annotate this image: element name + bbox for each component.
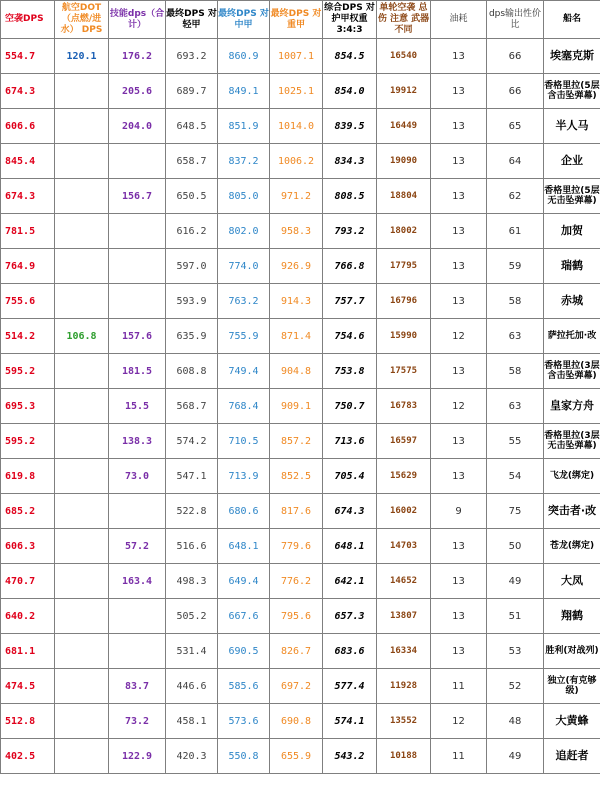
cell-air-dps: 640.2 (1, 599, 55, 634)
cell-final-light: 568.7 (166, 389, 218, 424)
table-row (1, 284, 600, 319)
cell-air-dps: 512.8 (1, 704, 55, 739)
cell-ratio: 63 (487, 389, 544, 424)
cell-single-round: 16334 (377, 634, 431, 669)
cell-air-dps: 595.2 (1, 354, 55, 389)
cell-final-heavy: 852.5 (270, 459, 323, 494)
cell-fuel: 13 (431, 599, 487, 634)
cell-single-round: 14652 (377, 564, 431, 599)
cell-composite: 543.2 (323, 739, 377, 774)
cell-ship-name: 半人马 (544, 109, 600, 144)
cell-composite: 808.5 (323, 179, 377, 214)
cell-fuel: 12 (431, 319, 487, 354)
cell-composite: 642.1 (323, 564, 377, 599)
cell-dot-dps (55, 494, 109, 529)
table-row (1, 739, 600, 774)
cell-air-dps: 755.6 (1, 284, 55, 319)
cell-fuel: 13 (431, 284, 487, 319)
cell-final-mid: 648.1 (218, 529, 270, 564)
cell-single-round: 17795 (377, 249, 431, 284)
cell-composite: 757.7 (323, 284, 377, 319)
table-row (1, 144, 600, 179)
cell-single-round: 18804 (377, 179, 431, 214)
header-fuel: 油耗 (431, 1, 487, 39)
cell-final-light: 689.7 (166, 74, 218, 109)
cell-final-light: 498.3 (166, 564, 218, 599)
cell-final-light: 648.5 (166, 109, 218, 144)
cell-air-dps: 695.3 (1, 389, 55, 424)
table-row (1, 319, 600, 354)
cell-final-mid: 710.5 (218, 424, 270, 459)
header-single-round: 单轮空袭 总伤 注意 武器不同 (377, 1, 431, 39)
cell-fuel: 12 (431, 389, 487, 424)
cell-ratio: 58 (487, 354, 544, 389)
header-ratio: dps输出性价比 (487, 1, 544, 39)
cell-composite: 750.7 (323, 389, 377, 424)
cell-final-heavy: 655.9 (270, 739, 323, 774)
cell-ratio: 54 (487, 459, 544, 494)
cell-ratio: 49 (487, 564, 544, 599)
cell-ratio: 55 (487, 424, 544, 459)
table-row (1, 249, 600, 284)
cell-final-heavy: 904.8 (270, 354, 323, 389)
cell-air-dps: 674.3 (1, 74, 55, 109)
cell-ratio: 53 (487, 634, 544, 669)
cell-composite: 648.1 (323, 529, 377, 564)
cell-air-dps: 781.5 (1, 214, 55, 249)
cell-skill-dps (109, 284, 166, 319)
cell-air-dps: 595.2 (1, 424, 55, 459)
cell-ship-name: 独立(有克够级) (544, 669, 600, 704)
cell-composite: 793.2 (323, 214, 377, 249)
table-body (1, 39, 600, 774)
cell-dot-dps (55, 249, 109, 284)
cell-single-round: 19912 (377, 74, 431, 109)
cell-single-round: 13552 (377, 704, 431, 739)
cell-final-light: 522.8 (166, 494, 218, 529)
cell-final-mid: 837.2 (218, 144, 270, 179)
header-air-dps: 空袭DPS (1, 1, 55, 39)
cell-skill-dps: 73.0 (109, 459, 166, 494)
cell-fuel: 13 (431, 424, 487, 459)
cell-ship-name: 香格里拉(5层无击坠弹幕) (544, 179, 600, 214)
cell-ratio: 65 (487, 109, 544, 144)
cell-ratio: 62 (487, 179, 544, 214)
cell-fuel: 13 (431, 214, 487, 249)
cell-single-round: 14703 (377, 529, 431, 564)
cell-final-mid: 774.0 (218, 249, 270, 284)
cell-single-round: 16783 (377, 389, 431, 424)
cell-composite: 839.5 (323, 109, 377, 144)
cell-dot-dps (55, 284, 109, 319)
cell-final-mid: 849.1 (218, 74, 270, 109)
cell-ship-name: 突击者·改 (544, 494, 600, 529)
cell-ship-name: 追赶者 (544, 739, 600, 774)
cell-ratio: 49 (487, 739, 544, 774)
cell-ratio: 63 (487, 319, 544, 354)
cell-final-heavy: 1006.2 (270, 144, 323, 179)
cell-final-mid: 851.9 (218, 109, 270, 144)
cell-single-round: 11928 (377, 669, 431, 704)
cell-air-dps: 470.7 (1, 564, 55, 599)
cell-final-light: 616.2 (166, 214, 218, 249)
cell-skill-dps (109, 144, 166, 179)
cell-single-round: 10188 (377, 739, 431, 774)
cell-ratio: 64 (487, 144, 544, 179)
cell-skill-dps (109, 214, 166, 249)
cell-skill-dps (109, 634, 166, 669)
cell-final-heavy: 826.7 (270, 634, 323, 669)
cell-final-heavy: 779.6 (270, 529, 323, 564)
table-row (1, 354, 600, 389)
cell-final-light: 597.0 (166, 249, 218, 284)
table-row (1, 599, 600, 634)
table-row (1, 39, 600, 74)
cell-ratio: 51 (487, 599, 544, 634)
cell-single-round: 18002 (377, 214, 431, 249)
cell-dot-dps (55, 144, 109, 179)
cell-final-heavy: 909.1 (270, 389, 323, 424)
cell-final-mid: 649.4 (218, 564, 270, 599)
cell-fuel: 13 (431, 109, 487, 144)
cell-air-dps: 685.2 (1, 494, 55, 529)
cell-final-light: 574.2 (166, 424, 218, 459)
cell-ship-name: 翔鹤 (544, 599, 600, 634)
header-final-heavy: 最终DPS 对重甲 (270, 1, 323, 39)
cell-final-mid: 667.6 (218, 599, 270, 634)
cell-single-round: 13807 (377, 599, 431, 634)
cell-final-light: 693.2 (166, 39, 218, 74)
cell-fuel: 13 (431, 74, 487, 109)
table-row (1, 634, 600, 669)
cell-final-mid: 690.5 (218, 634, 270, 669)
table-row (1, 214, 600, 249)
cell-skill-dps: 157.6 (109, 319, 166, 354)
table-row (1, 564, 600, 599)
cell-ship-name: 赤城 (544, 284, 600, 319)
cell-final-heavy: 795.6 (270, 599, 323, 634)
cell-ship-name: 瑞鹤 (544, 249, 600, 284)
cell-dot-dps (55, 634, 109, 669)
cell-ship-name: 萨拉托加·改 (544, 319, 600, 354)
cell-fuel: 12 (431, 704, 487, 739)
cell-ship-name: 大凤 (544, 564, 600, 599)
cell-final-heavy: 690.8 (270, 704, 323, 739)
cell-single-round: 17575 (377, 354, 431, 389)
cell-ratio: 48 (487, 704, 544, 739)
header-final-light: 最终DPS 对轻甲 (166, 1, 218, 39)
cell-skill-dps: 138.3 (109, 424, 166, 459)
cell-final-mid: 573.6 (218, 704, 270, 739)
table-row (1, 529, 600, 564)
cell-final-mid: 749.4 (218, 354, 270, 389)
cell-skill-dps (109, 599, 166, 634)
cell-final-heavy: 1007.1 (270, 39, 323, 74)
cell-air-dps: 402.5 (1, 739, 55, 774)
table-row (1, 459, 600, 494)
cell-ship-name: 苍龙(绑定) (544, 529, 600, 564)
cell-dot-dps (55, 354, 109, 389)
cell-fuel: 13 (431, 564, 487, 599)
cell-skill-dps: 122.9 (109, 739, 166, 774)
cell-air-dps: 674.3 (1, 179, 55, 214)
cell-single-round: 16796 (377, 284, 431, 319)
header-ship-name: 船名 (544, 1, 600, 39)
cell-dot-dps (55, 74, 109, 109)
cell-single-round: 15629 (377, 459, 431, 494)
cell-ship-name: 飞龙(绑定) (544, 459, 600, 494)
cell-dot-dps (55, 459, 109, 494)
cell-final-mid: 763.2 (218, 284, 270, 319)
cell-ratio: 61 (487, 214, 544, 249)
cell-final-light: 420.3 (166, 739, 218, 774)
table-row (1, 74, 600, 109)
header-dot-dps: 航空DOT（点燃/进水） DPS (55, 1, 109, 39)
cell-skill-dps: 205.6 (109, 74, 166, 109)
cell-single-round: 16002 (377, 494, 431, 529)
cell-dot-dps (55, 389, 109, 424)
cell-final-mid: 550.8 (218, 739, 270, 774)
table-row (1, 424, 600, 459)
cell-dot-dps (55, 564, 109, 599)
cell-final-heavy: 697.2 (270, 669, 323, 704)
cell-dot-dps (55, 669, 109, 704)
table-row (1, 109, 600, 144)
cell-fuel: 13 (431, 179, 487, 214)
cell-ratio: 75 (487, 494, 544, 529)
cell-fuel: 13 (431, 249, 487, 284)
cell-final-mid: 585.6 (218, 669, 270, 704)
cell-skill-dps: 15.5 (109, 389, 166, 424)
cell-ratio: 50 (487, 529, 544, 564)
cell-final-heavy: 926.9 (270, 249, 323, 284)
cell-final-heavy: 857.2 (270, 424, 323, 459)
cell-final-heavy: 776.2 (270, 564, 323, 599)
cell-final-mid: 768.4 (218, 389, 270, 424)
cell-dot-dps (55, 739, 109, 774)
cell-final-light: 608.8 (166, 354, 218, 389)
cell-single-round: 16540 (377, 39, 431, 74)
cell-final-light: 593.9 (166, 284, 218, 319)
table-row (1, 669, 600, 704)
cell-ship-name: 皇家方舟 (544, 389, 600, 424)
cell-dot-dps (55, 529, 109, 564)
cell-skill-dps: 176.2 (109, 39, 166, 74)
cell-air-dps: 845.4 (1, 144, 55, 179)
cell-ship-name: 大黄蜂 (544, 704, 600, 739)
cell-ratio: 52 (487, 669, 544, 704)
cell-fuel: 13 (431, 634, 487, 669)
cell-skill-dps: 163.4 (109, 564, 166, 599)
table-row (1, 179, 600, 214)
cell-final-light: 458.1 (166, 704, 218, 739)
cell-final-heavy: 817.6 (270, 494, 323, 529)
cell-fuel: 13 (431, 459, 487, 494)
cell-ratio: 66 (487, 74, 544, 109)
cell-air-dps: 764.9 (1, 249, 55, 284)
cell-ship-name: 香格里拉(5层含击坠弹幕) (544, 74, 600, 109)
cell-ship-name: 加贺 (544, 214, 600, 249)
cell-final-mid: 860.9 (218, 39, 270, 74)
cell-fuel: 11 (431, 669, 487, 704)
cell-composite: 854.5 (323, 39, 377, 74)
cell-final-heavy: 971.2 (270, 179, 323, 214)
cell-final-heavy: 1014.0 (270, 109, 323, 144)
cell-single-round: 19090 (377, 144, 431, 179)
cell-composite: 713.6 (323, 424, 377, 459)
cell-final-mid: 802.0 (218, 214, 270, 249)
cell-ship-name: 香格里拉(3层无击坠弹幕) (544, 424, 600, 459)
cell-skill-dps: 73.2 (109, 704, 166, 739)
cell-skill-dps: 181.5 (109, 354, 166, 389)
cell-final-heavy: 871.4 (270, 319, 323, 354)
cell-ship-name: 胜利(对战列) (544, 634, 600, 669)
cell-final-light: 547.1 (166, 459, 218, 494)
cell-final-light: 446.6 (166, 669, 218, 704)
cell-fuel: 13 (431, 529, 487, 564)
cell-dot-dps (55, 109, 109, 144)
cell-ship-name: 埃塞克斯 (544, 39, 600, 74)
cell-final-light: 505.2 (166, 599, 218, 634)
cell-final-light: 658.7 (166, 144, 218, 179)
cell-final-mid: 713.9 (218, 459, 270, 494)
header-final-mid: 最终DPS 对中甲 (218, 1, 270, 39)
cell-skill-dps: 204.0 (109, 109, 166, 144)
cell-final-heavy: 958.3 (270, 214, 323, 249)
cell-dot-dps (55, 214, 109, 249)
cell-final-mid: 755.9 (218, 319, 270, 354)
cell-composite: 753.8 (323, 354, 377, 389)
cell-fuel: 13 (431, 39, 487, 74)
header-row (1, 1, 600, 39)
cell-final-light: 650.5 (166, 179, 218, 214)
cell-final-mid: 680.6 (218, 494, 270, 529)
cell-composite: 705.4 (323, 459, 377, 494)
header-composite: 综合DPS 对护甲权重 3:4:3 (323, 1, 377, 39)
cell-fuel: 9 (431, 494, 487, 529)
cell-single-round: 15990 (377, 319, 431, 354)
header-skill-dps: 技能dps（合计） (109, 1, 166, 39)
cell-dot-dps (55, 599, 109, 634)
cell-skill-dps: 83.7 (109, 669, 166, 704)
cell-ship-name: 企业 (544, 144, 600, 179)
cell-ship-name: 香格里拉(3层含击坠弹幕) (544, 354, 600, 389)
cell-dot-dps (55, 179, 109, 214)
cell-ratio: 59 (487, 249, 544, 284)
cell-composite: 834.3 (323, 144, 377, 179)
cell-air-dps: 606.6 (1, 109, 55, 144)
table-row (1, 389, 600, 424)
cell-single-round: 16597 (377, 424, 431, 459)
cell-skill-dps: 57.2 (109, 529, 166, 564)
cell-skill-dps: 156.7 (109, 179, 166, 214)
cell-final-light: 531.4 (166, 634, 218, 669)
cell-composite: 577.4 (323, 669, 377, 704)
cell-air-dps: 554.7 (1, 39, 55, 74)
cell-dot-dps: 120.1 (55, 39, 109, 74)
cell-air-dps: 606.3 (1, 529, 55, 564)
cell-composite: 754.6 (323, 319, 377, 354)
cell-fuel: 11 (431, 739, 487, 774)
cell-final-light: 635.9 (166, 319, 218, 354)
cell-ratio: 58 (487, 284, 544, 319)
cell-skill-dps (109, 494, 166, 529)
table-row (1, 704, 600, 739)
cell-composite: 674.3 (323, 494, 377, 529)
cell-air-dps: 514.2 (1, 319, 55, 354)
cell-final-light: 516.6 (166, 529, 218, 564)
cell-air-dps: 474.5 (1, 669, 55, 704)
cell-composite: 683.6 (323, 634, 377, 669)
cell-ratio: 66 (487, 39, 544, 74)
cell-dot-dps (55, 424, 109, 459)
cell-final-heavy: 1025.1 (270, 74, 323, 109)
cell-air-dps: 681.1 (1, 634, 55, 669)
cell-composite: 854.0 (323, 74, 377, 109)
cell-dot-dps (55, 704, 109, 739)
cell-composite: 766.8 (323, 249, 377, 284)
cell-fuel: 13 (431, 144, 487, 179)
cell-final-heavy: 914.3 (270, 284, 323, 319)
cell-dot-dps: 106.8 (55, 319, 109, 354)
cell-composite: 657.3 (323, 599, 377, 634)
cell-air-dps: 619.8 (1, 459, 55, 494)
table-row (1, 494, 600, 529)
cell-fuel: 13 (431, 354, 487, 389)
cell-composite: 574.1 (323, 704, 377, 739)
cell-final-mid: 805.0 (218, 179, 270, 214)
cell-skill-dps (109, 249, 166, 284)
cell-single-round: 16449 (377, 109, 431, 144)
